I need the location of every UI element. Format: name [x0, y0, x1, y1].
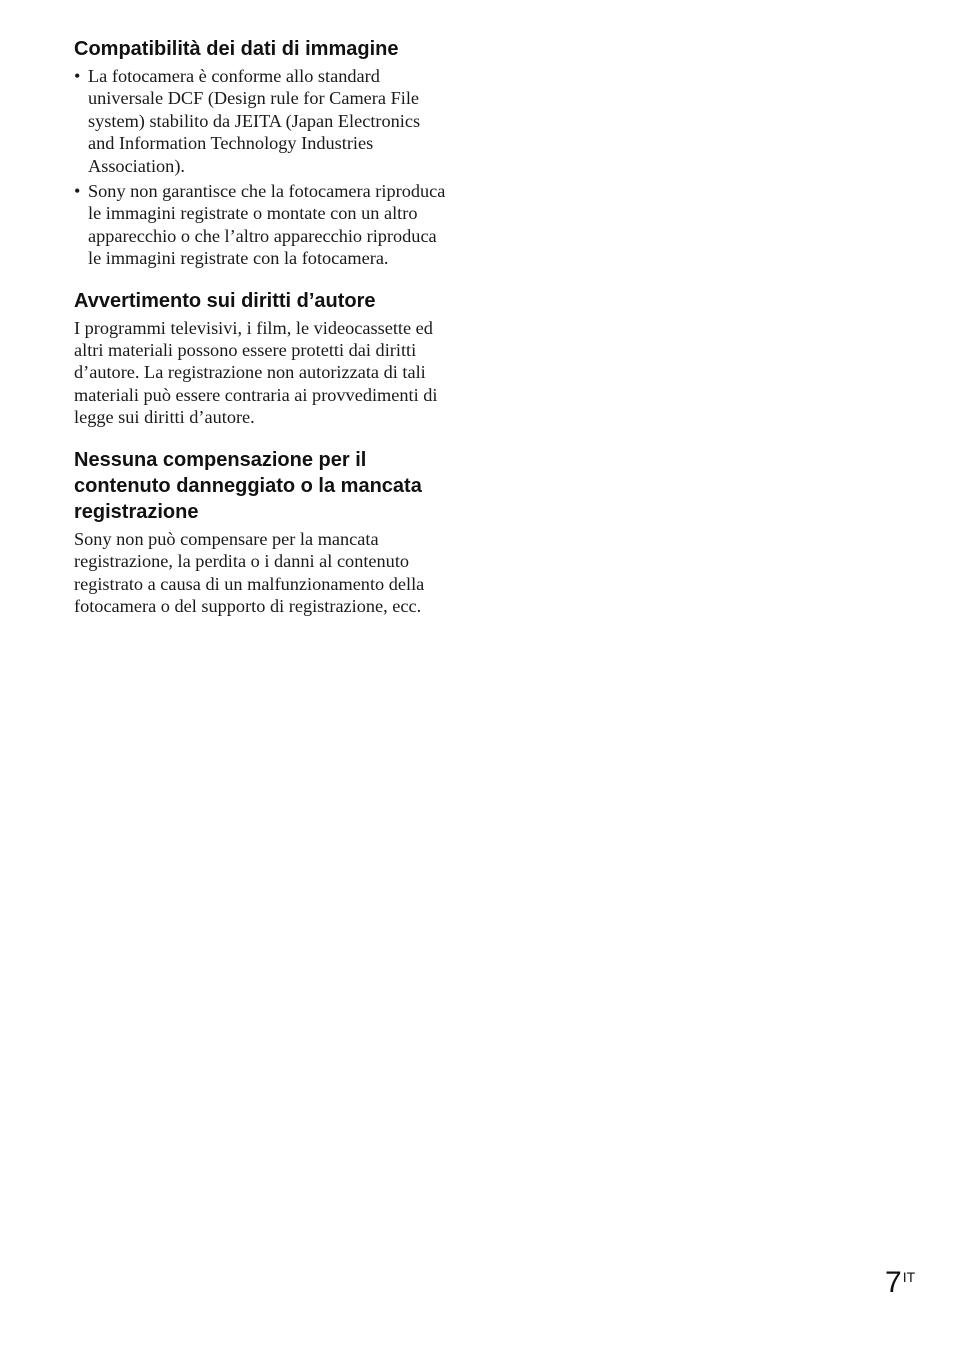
- list-item: [74, 180, 446, 270]
- section-copyright-warning: [74, 288, 446, 429]
- page-language-code: IT: [902, 1269, 916, 1285]
- bullet-icon: •: [74, 181, 81, 202]
- list-item: [74, 65, 446, 177]
- section-paragraph: I programmi televisivi, i film, le videocassette ed altri materiali possono essere protetti dai diritti d’autore. La registrazione non autorizzata di tali materiali può essere contraria ai provvedimenti di legge sui diritti d’autore.: [74, 317, 438, 428]
- section-paragraph: Sony non può compensare per la mancata registrazione, la perdita o i danni al contenuto registrato a causa di un malfunzionamento della fotocamera o del supporto di registrazione, ecc.: [74, 528, 425, 616]
- list-item-text: Sony non garantisce che la fotocamera riproduca le immagini registrate o montate con un altro apparecchio o che l’altro apparecchio riproduca le immagini registrate con la fotocamera.: [88, 181, 446, 269]
- page-number: [885, 1265, 915, 1301]
- section-image-compatibility: [74, 36, 446, 270]
- bullet-icon: •: [74, 66, 81, 86]
- text-column: [74, 36, 446, 635]
- page-number-value: 7: [885, 1266, 902, 1299]
- bullet-list: [74, 65, 446, 270]
- section-heading: Avvertimento sui diritti d’autore: [74, 289, 376, 312]
- list-item-text: La fotocamera è conforme allo standard universale DCF (Design rule for Camera File system) stabilito da JEITA (Japan Electronics and Information Technology Industries Association).: [88, 66, 421, 176]
- section-heading: Nessuna compensazione per il contenuto danneggiato o la mancata registrazione: [74, 448, 422, 523]
- section-heading: Compatibilità dei dati di immagine: [74, 38, 399, 60]
- section-no-compensation: [74, 447, 446, 618]
